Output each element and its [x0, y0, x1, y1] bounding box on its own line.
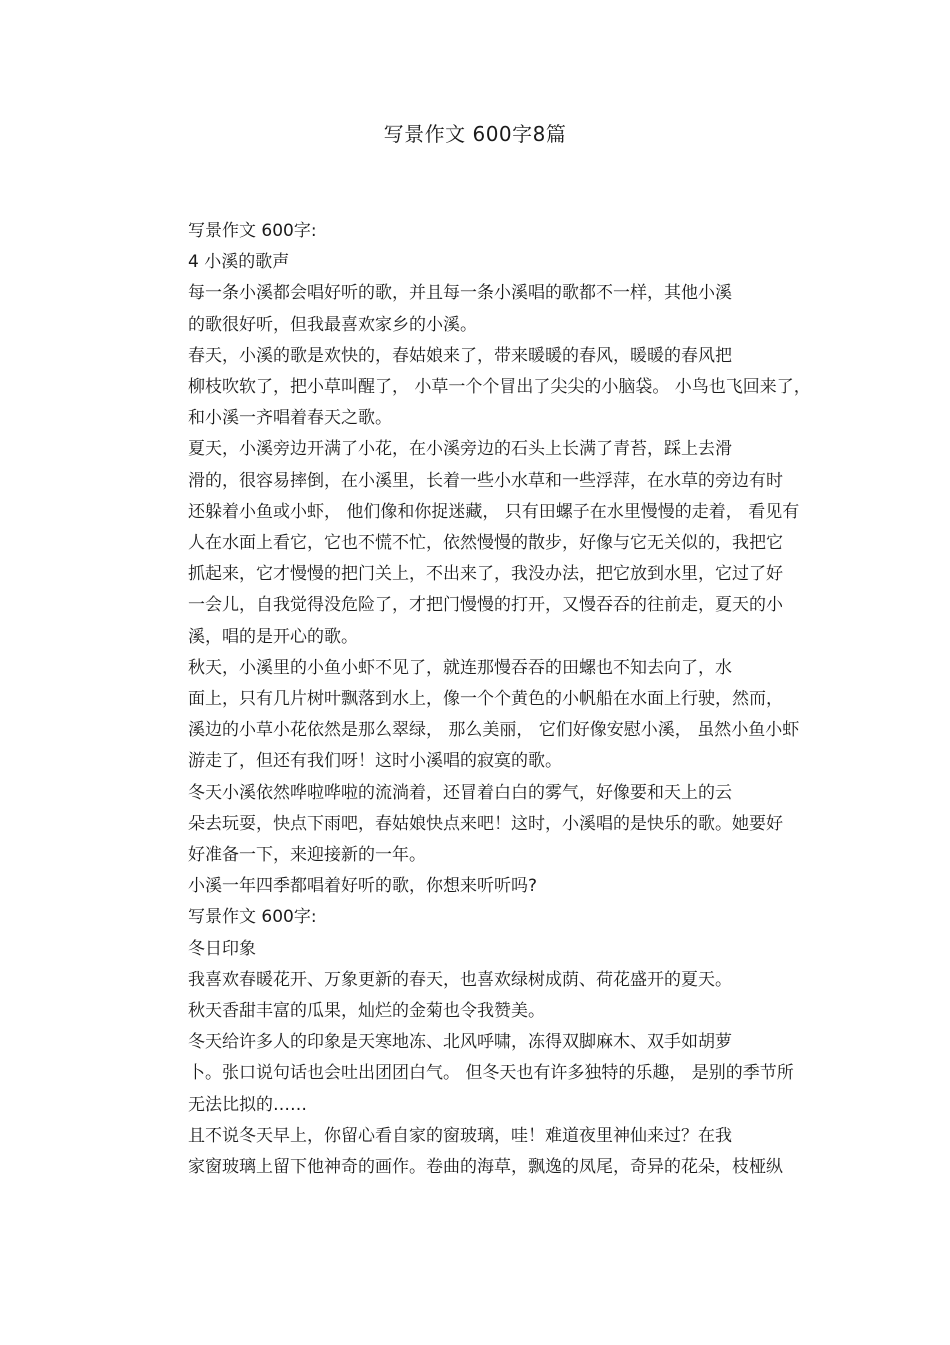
text-line: 一会儿，自我觉得没危险了，才把门慢慢的打开，又慢吞吞的往前走，夏天的小 — [188, 595, 783, 616]
text-line: 冬天给许多人的印象是天寒地冻、北风呼啸，冻得双脚麻木、双手如胡萝 — [188, 1032, 732, 1053]
text-line: 朵去玩耍，快点下雨吧，春姑娘快点来吧！这时，小溪唱的是快乐的歌。她要好 — [188, 813, 783, 834]
text-line: 秋天，小溪里的小鱼小虾不见了，就连那慢吞吞的田螺也不知去向了，水 — [188, 657, 732, 678]
text-line: 秋天香甜丰富的瓜果，灿烂的金菊也令我赞美。 — [188, 1001, 545, 1022]
text-line: 写景作文 600字: — [188, 907, 317, 928]
paragraph — [145, 434, 810, 652]
text-line: 写景作文 600字: — [188, 221, 317, 241]
text-line: 好准备一下，来迎接新的一年。 — [188, 845, 426, 866]
paragraph — [145, 216, 810, 247]
text-line: 滑的，很容易摔倒，在小溪里，长着一些小水草和一些浮萍，在水草的旁边有时 — [188, 470, 783, 491]
paragraph — [145, 934, 810, 965]
paragraph — [145, 653, 810, 778]
text-line: 抓起来，它才慢慢的把门关上，不出来了，我没办法，把它放到水里，它过了好 — [188, 564, 783, 585]
text-line: 溪边的小草小花依然是那么翠绿， 那么美丽， 它们好像安慰小溪， 虽然小鱼小虾 — [188, 720, 800, 741]
paragraph — [145, 341, 810, 435]
document-body — [145, 216, 810, 1183]
text-line: 每一条小溪都会唱好听的歌，并且每一条小溪唱的歌都不一样，其他小溪 — [188, 283, 732, 304]
text-line: 且不说冬天早上，你留心看自家的窗玻璃，哇！难道夜里神仙来过？在我 — [188, 1125, 732, 1146]
text-line: 无法比拟的…… — [188, 1094, 307, 1115]
text-line: 柳枝吹软了，把小草叫醒了， 小草一个个冒出了尖尖的小脑袋。 小鸟也飞回来了， — [188, 377, 811, 398]
text-line: 小溪一年四季都唱着好听的歌，你想来听听吗? — [188, 876, 538, 897]
paragraph — [145, 1027, 810, 1121]
text-line: 家窗玻璃上留下他神奇的画作。卷曲的海草，飘逸的凤尾，奇异的花朵，枝桠纵 — [188, 1157, 783, 1178]
text-line: 面上，只有几片树叶飘落到水上，像一个个黄色的小帆船在水面上行驶，然而， — [188, 689, 783, 710]
text-line: 卜。张口说句话也会吐出团团白气。 但冬天也有许多独特的乐趣， 是别的季节所 — [188, 1063, 794, 1084]
paragraph — [145, 247, 810, 278]
text-line: 夏天，小溪旁边开满了小花，在小溪旁边的石头上长满了青苔，踩上去滑 — [188, 439, 732, 460]
text-line: 的歌很好听，但我最喜欢家乡的小溪。 — [188, 314, 477, 335]
paragraph — [145, 965, 810, 1027]
text-line: 冬天小溪依然哗啦哗啦的流淌着，还冒着白白的雾气，好像要和天上的云 — [188, 782, 732, 803]
text-line: 我喜欢春暖花开、万象更新的春天，也喜欢绿树成荫、荷花盛开的夏天。 — [188, 969, 732, 990]
text-line: 还躲着小鱼或小虾， 他们像和你捉迷藏， 只有田螺子在水里慢慢的走着， 看见有 — [188, 501, 800, 522]
text-line: 春天，小溪的歌是欢快的，春姑娘来了，带来暖暖的春风，暖暖的春风把 — [188, 345, 732, 366]
text-line: 和小溪一齐唱着春天之歌。 — [188, 408, 392, 429]
text-line: 游走了，但还有我们呀！这时小溪唱的寂寞的歌。 — [188, 751, 562, 772]
paragraph — [145, 902, 810, 933]
text-line: 人在水面上看它，它也不慌不忙，依然慢慢的散步，好像与它无关似的，我把它 — [188, 533, 783, 554]
paragraph — [145, 278, 810, 340]
paragraph — [145, 778, 810, 872]
document-title: 写景作文 600字8篇 — [383, 122, 567, 146]
text-line: 溪，唱的是开心的歌。 — [188, 626, 358, 647]
text-line: 4 小溪的歌声 — [188, 252, 290, 273]
text-line: 冬日印象 — [188, 938, 256, 959]
paragraph — [145, 871, 810, 902]
paragraph — [145, 1121, 810, 1183]
